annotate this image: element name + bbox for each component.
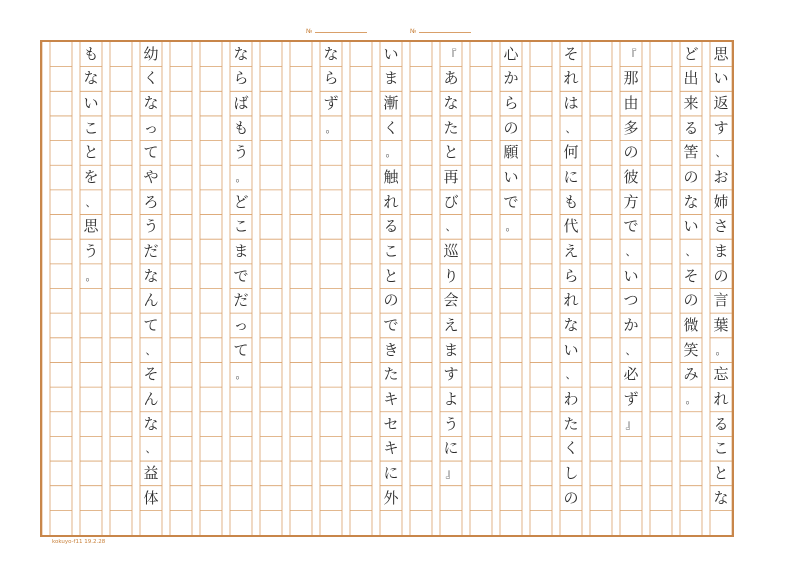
manuscript-character: た [383,365,399,384]
paper-footer: kokuyo-f11 19.2.28 [52,539,106,545]
manuscript-character: く [143,69,159,88]
manuscript-character: こ [233,217,249,236]
manuscript-character: れ [383,192,399,211]
manuscript-column [80,42,102,535]
manuscript-character: 言 [713,291,729,310]
manuscript-character: み [683,365,699,384]
manuscript-character: 思 [713,44,729,63]
manuscript-character: ど [683,44,699,63]
manuscript-character: て [233,340,249,359]
manuscript-character: か [503,69,519,88]
manuscript-character: に [563,168,579,187]
manuscript-character: そ [683,266,699,285]
manuscript-character: 巡 [443,242,459,260]
manuscript-character: の [383,291,399,310]
manuscript-character: た [563,414,579,433]
manuscript-character: 何 [563,143,579,162]
manuscript-character: で [503,192,519,211]
manuscript-character: 出 [683,69,699,88]
manuscript-character: 会 [443,291,459,310]
manuscript-column [620,42,642,535]
manuscript-character: 微 [683,315,699,334]
manuscript-character: な [713,488,729,507]
manuscript-column [110,42,132,535]
manuscript-character: す [443,365,459,384]
manuscript-column [230,42,252,535]
manuscript-character: の [683,168,699,187]
manuscript-column [650,42,672,535]
manuscript-character: 那 [623,69,639,88]
manuscript-column [440,42,462,535]
manuscript-character: 。 [505,220,517,234]
manuscript-column [680,42,702,535]
manuscript-character: そ [143,365,159,384]
manuscript-character: 益 [143,463,159,482]
manuscript-character: な [683,192,699,211]
manuscript-character: い [383,44,399,63]
manuscript-column [380,42,402,535]
manuscript-character: い [563,340,579,359]
manuscript-character: 代 [563,217,579,236]
manuscript-character: の [503,118,519,137]
manuscript-character: い [683,217,699,236]
manuscript-column [710,42,732,535]
manuscript-character: 再 [443,168,459,187]
manuscript-character: う [83,242,99,260]
manuscript-character: ら [563,266,579,285]
manuscript-character: 。 [235,171,247,185]
manuscript-character: 。 [85,269,97,283]
manuscript-character: 。 [715,343,727,357]
manuscript-character: 彼 [623,168,639,187]
manuscript-character: と [383,266,399,285]
manuscript-character: な [83,69,99,88]
manuscript-character: な [143,266,159,285]
manuscript-character: 。 [325,121,337,135]
manuscript-character: だ [143,242,159,260]
manuscript-character: 方 [623,192,639,211]
sheet-number-label-2 [410,27,471,35]
manuscript-character: な [563,315,579,334]
manuscript-character: え [443,315,459,334]
manuscript-character: え [563,242,579,260]
manuscript-character: る [383,217,399,236]
manuscript-character: し [563,463,579,482]
manuscript-character: ら [503,94,519,113]
manuscript-character: 、 [145,442,157,456]
manuscript-character: な [143,414,159,433]
manuscript-character: な [143,94,159,113]
manuscript-character: も [563,192,579,211]
manuscript-character: あ [443,69,459,88]
manuscript-column [200,42,222,535]
manuscript-column [140,42,162,535]
manuscript-character: お [713,168,729,187]
manuscript-character: う [143,217,159,236]
manuscript-character: 、 [565,121,577,135]
number-line [419,27,471,33]
manuscript-character: 漸 [383,94,399,113]
manuscript-character: に [383,463,399,482]
manuscript-character: い [83,94,99,113]
manuscript-character: こ [83,118,99,137]
manuscript-character: 』 [625,417,637,431]
manuscript-character: セ [383,414,399,433]
manuscript-character: う [233,143,249,162]
manuscript-column [560,42,582,535]
manuscript-character: て [143,315,159,334]
manuscript-character: こ [383,242,399,260]
manuscript-column [290,42,312,535]
manuscript-character: で [383,315,399,334]
manuscript-character: 、 [625,245,637,258]
manuscript-character: 筈 [683,143,699,162]
manuscript-character: わ [563,389,579,408]
manuscript-character: 。 [385,146,397,160]
manuscript-character: な [443,94,459,113]
manuscript-character: こ [713,439,729,458]
manuscript-character: キ [383,439,399,458]
manuscript-character: と [83,143,99,162]
number-sign: № [306,28,313,35]
manuscript-character: ん [143,389,159,408]
manuscript-character: ら [233,69,249,88]
manuscript-column [320,42,342,535]
manuscript-character: 『 [625,47,637,61]
manuscript-column [170,42,192,535]
manuscript-column [50,42,72,535]
manuscript-character: ま [443,340,459,359]
manuscript-character: だ [233,291,249,310]
manuscript-character: い [503,168,519,187]
manuscript-character: 、 [85,195,97,209]
manuscript-character: き [383,340,399,359]
manuscript-character: と [713,463,729,482]
manuscript-character: な [323,44,339,63]
manuscript-character: 、 [625,343,637,357]
manuscript-character: さ [713,217,729,236]
manuscript-character: 、 [565,368,577,382]
manuscript-character: て [143,143,159,162]
manuscript-character: よ [443,389,459,408]
manuscript-character: 返 [713,94,729,113]
manuscript-character: 来 [683,94,699,113]
manuscript-character: 多 [623,118,639,137]
manuscript-character: を [83,168,99,187]
manuscript-character: 外 [383,488,399,507]
number-line [315,27,367,33]
manuscript-character: 、 [685,245,697,258]
manuscript-character: 心 [503,44,519,63]
manuscript-character: 葉 [713,315,729,334]
manuscript-character: び [443,192,459,211]
manuscript-character: 、 [445,220,457,234]
manuscript-character: と [443,143,459,162]
manuscript-character: の [683,291,699,310]
manuscript-column [350,42,372,535]
manuscript-character: 忘 [713,365,729,384]
manuscript-character: 、 [145,343,157,357]
manuscript-character: っ [233,315,249,334]
manuscript-character: ま [233,242,249,260]
manuscript-character: の [623,143,639,162]
sheet-number-label-1 [306,27,367,35]
manuscript-character: 思 [83,217,99,236]
manuscript-column [410,42,432,535]
manuscript-character: 幼 [143,44,159,63]
manuscript-character: ず [623,389,639,408]
manuscript-character: か [623,315,639,334]
manuscript-character: ず [323,94,339,113]
manuscript-character: ん [143,291,159,310]
manuscript-character: 体 [143,488,159,507]
manuscript-column [530,42,552,535]
manuscript-character: た [443,118,459,137]
manuscript-character: そ [563,44,579,63]
manuscript-character: や [143,168,159,187]
manuscript-character: の [563,488,579,507]
manuscript-character: 『 [445,47,457,61]
manuscript-column [260,42,282,535]
manuscript-character: 姉 [713,192,729,211]
manuscript-character: っ [143,118,159,137]
manuscript-character: な [233,44,249,63]
manuscript-column [590,42,612,535]
manuscript-character: る [683,118,699,137]
manuscript-character: 由 [623,94,639,113]
manuscript-character: れ [563,291,579,310]
manuscript-character: く [563,439,579,458]
manuscript-character: ま [383,69,399,88]
manuscript-character: ろ [143,192,159,211]
manuscript-character: い [713,69,729,88]
manuscript-character: り [443,266,459,285]
manuscript-character: ど [233,192,249,211]
manuscript-character: で [233,266,249,285]
manuscript-character: 願 [503,143,519,162]
manuscript-character: 触 [383,168,399,187]
manuscript-character: も [83,44,99,63]
manuscript-character: い [623,266,639,285]
manuscript-character: ば [233,94,249,113]
manuscript-character: の [713,266,729,285]
manuscript-character: キ [383,389,399,408]
manuscript-character: 。 [685,392,697,406]
manuscript-character: 。 [235,368,247,382]
manuscript-character: く [383,118,399,137]
number-sign: № [410,28,417,35]
manuscript-character: れ [713,389,729,408]
manuscript-character: ま [713,242,729,260]
manuscript-character: つ [623,291,639,310]
manuscript-column [500,42,522,535]
manuscript-character: れ [563,69,579,88]
manuscript-character: る [713,414,729,433]
manuscript-sheet [40,40,734,537]
manuscript-character: は [563,94,579,113]
manuscript-character: も [233,118,249,137]
manuscript-column [470,42,492,535]
manuscript-character: 必 [623,365,639,384]
manuscript-character: す [713,118,729,137]
manuscript-character: に [443,439,459,458]
manuscript-character: 』 [445,466,457,480]
manuscript-character: 、 [715,146,727,160]
manuscript-character: う [443,414,459,433]
manuscript-character: ら [323,69,339,88]
manuscript-character: 笑 [683,340,699,359]
manuscript-character: で [623,217,639,236]
